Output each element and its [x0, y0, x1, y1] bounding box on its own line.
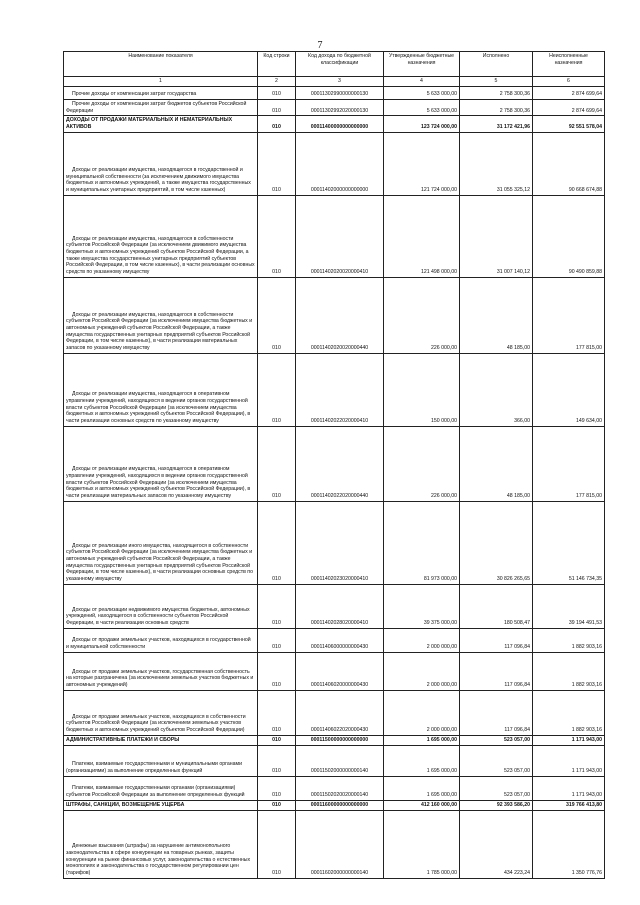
- table-row: [64, 776, 605, 800]
- revenue-table: [63, 51, 605, 879]
- table-row: [64, 690, 605, 735]
- row-code-cell: 00011400000000000000: [296, 116, 384, 132]
- column-number-row: [64, 77, 605, 87]
- column-number: 6: [533, 77, 605, 87]
- row-name-cell: Доходы от реализации недвижимого имущества бюджетных, автономных учреждений, находящегося в собственности субъектов Российской Федерации, в части реализации основных средств: [64, 584, 258, 628]
- row-executed-cell: 523 057,00: [460, 745, 533, 776]
- row-approved-cell: 2 000 000,00: [384, 652, 460, 690]
- row-name-cell: Денежные взыскания (штрафы) за нарушение антимонопольного законодательства в сфере конкуренции на товарных рынках, защиты конкуренции на рынке финансовых услуг, законодательства о естественных монополиях и законодательства о государственном регулировании цен (тарифов): [64, 810, 258, 878]
- row-unexecuted-cell: 319 766 413,80: [533, 800, 605, 810]
- row-executed-cell: 2 758 300,36: [460, 100, 533, 116]
- row-line-cell: 010: [258, 584, 296, 628]
- row-approved-cell: 5 633 000,00: [384, 87, 460, 100]
- row-code-cell: 00011402020020000440: [296, 277, 384, 353]
- row-line-cell: 010: [258, 628, 296, 652]
- row-executed-cell: 523 057,00: [460, 776, 533, 800]
- row-approved-cell: 121 724 000,00: [384, 132, 460, 195]
- column-number: 2: [258, 77, 296, 87]
- row-executed-cell: 30 826 265,65: [460, 501, 533, 584]
- row-line-cell: 010: [258, 800, 296, 810]
- table-body: [64, 87, 605, 879]
- row-code-cell: 00011502000000000140: [296, 745, 384, 776]
- row-approved-cell: 39 375 000,00: [384, 584, 460, 628]
- row-approved-cell: 1 695 000,00: [384, 776, 460, 800]
- row-name-cell: АДМИНИСТРАТИВНЫЕ ПЛАТЕЖИ И СБОРЫ: [64, 735, 258, 745]
- row-name-cell: ДОХОДЫ ОТ ПРОДАЖИ МАТЕРИАЛЬНЫХ И НЕМАТЕРИАЛЬНЫХ АКТИВОВ: [64, 116, 258, 132]
- table-row: [64, 277, 605, 353]
- row-unexecuted-cell: 1 882 903,16: [533, 652, 605, 690]
- page-number: 7: [317, 40, 323, 51]
- row-name-cell: Доходы от продажи земельных участков, находящихся в собственности субъектов Российской Федерации (за исключением земельных участков бюджетных и автономных учреждений субъектов Российской Федерации): [64, 690, 258, 735]
- row-executed-cell: 180 508,47: [460, 584, 533, 628]
- row-line-cell: 010: [258, 195, 296, 277]
- row-unexecuted-cell: 90 490 859,88: [533, 195, 605, 277]
- row-approved-cell: 1 695 000,00: [384, 745, 460, 776]
- row-line-cell: 010: [258, 501, 296, 584]
- row-code-cell: 00011302990000000130: [296, 87, 384, 100]
- row-executed-cell: 31 055 325,12: [460, 132, 533, 195]
- row-executed-cell: 434 223,24: [460, 810, 533, 878]
- row-unexecuted-cell: 149 634,00: [533, 353, 605, 426]
- row-unexecuted-cell: 2 874 699,64: [533, 100, 605, 116]
- row-approved-cell: 226 000,00: [384, 426, 460, 501]
- row-line-cell: 010: [258, 277, 296, 353]
- row-approved-cell: 1 785 000,00: [384, 810, 460, 878]
- column-number: 4: [384, 77, 460, 87]
- header-executed: Исполнено: [460, 52, 533, 77]
- row-name-cell: Платежи, взимаемые государственными органами (организациями) субъектов Российской Федерации за выполнение определенных функций: [64, 776, 258, 800]
- row-unexecuted-cell: 39 194 491,53: [533, 584, 605, 628]
- column-number: 1: [64, 77, 258, 87]
- header-unexecuted: Неисполненные назначения: [533, 52, 605, 77]
- row-unexecuted-cell: 1 171 943,00: [533, 776, 605, 800]
- row-line-cell: 010: [258, 776, 296, 800]
- row-name-cell: Доходы от реализации имущества, находящегося в оперативном управлении учреждений, находящихся в ведении органов государственной власти субъектов Российской Федерации (за исключением имущества бюджетных и автономных учреждений субъектов Российской Федерации), в части реализации основных средств по указанному имуществу: [64, 353, 258, 426]
- column-number: 3: [296, 77, 384, 87]
- row-approved-cell: 412 160 000,00: [384, 800, 460, 810]
- table-row: [64, 116, 605, 132]
- row-unexecuted-cell: 177 815,00: [533, 277, 605, 353]
- row-executed-cell: 117 096,84: [460, 690, 533, 735]
- row-code-cell: 00011406020000000430: [296, 652, 384, 690]
- row-approved-cell: 1 695 000,00: [384, 735, 460, 745]
- row-executed-cell: 48 185,00: [460, 426, 533, 501]
- row-name-cell: Прочие доходы от компенсации затрат бюджетов субъектов Российской Федерации: [64, 100, 258, 116]
- header-line-code: Код строки: [258, 52, 296, 77]
- row-code-cell: 00011402028020000410: [296, 584, 384, 628]
- table-row: [64, 195, 605, 277]
- table-row: [64, 426, 605, 501]
- column-number: 5: [460, 77, 533, 87]
- table-row: [64, 810, 605, 878]
- row-code-cell: 00011406022020000430: [296, 690, 384, 735]
- row-code-cell: 00011402023020000410: [296, 501, 384, 584]
- row-executed-cell: 48 185,00: [460, 277, 533, 353]
- row-unexecuted-cell: 92 551 578,04: [533, 116, 605, 132]
- row-code-cell: 00011406000000000430: [296, 628, 384, 652]
- table-row: [64, 652, 605, 690]
- row-name-cell: Доходы от реализации имущества, находящегося в оперативном управлении учреждений, находящихся в ведении органов государственной власти субъектов Российской Федерации (за исключением имущества бюджетных и автономных учреждений субъектов Российской Федерации), в части реализации материальных запасов по указанному имуществу: [64, 426, 258, 501]
- row-line-cell: 010: [258, 132, 296, 195]
- table-row: [64, 501, 605, 584]
- row-unexecuted-cell: 1 882 903,16: [533, 690, 605, 735]
- row-executed-cell: 92 393 586,20: [460, 800, 533, 810]
- row-line-cell: 010: [258, 426, 296, 501]
- row-name-cell: Прочие доходы от компенсации затрат государства: [64, 87, 258, 100]
- row-code-cell: 00011302992020000130: [296, 100, 384, 116]
- row-name-cell: Доходы от реализации иного имущества, находящегося в собственности субъектов Российской Федерации (за исключением имущества бюджетных и автономных учреждений субъектов Российской Федерации, а также имущества государственных унитарных предприятий субъектов Российской Федерации, в том числе казенных), в части реализации основных средств по указанному имуществу: [64, 501, 258, 584]
- row-name-cell: Доходы от реализации имущества, находящегося в собственности субъектов Российской Федерации (за исключением имущества бюджетных и автономных учреждений субъектов Российской Федерации, а также имущества государственных унитарных предприятий субъектов Российской Федерации, в том числе казенных), в части реализации материальных запасов по указанному имуществу: [64, 277, 258, 353]
- table-row: [64, 132, 605, 195]
- row-executed-cell: 366,00: [460, 353, 533, 426]
- row-unexecuted-cell: 1 882 903,16: [533, 628, 605, 652]
- row-name-cell: Доходы от реализации имущества, находящегося в собственности субъектов Российской Федерации (за исключением движимого имущества бюджетных и автономных учреждений субъектов Российской Федерации, а также имущества государственных унитарных предприятий субъектов Российской Федерации, в том числе казенных), в части реализации основных средств по указанному имуществу: [64, 195, 258, 277]
- header-approved: Утвержденные бюджетные назначения: [384, 52, 460, 77]
- row-line-cell: 010: [258, 652, 296, 690]
- row-name-cell: Платежи, взимаемые государственными и муниципальными органами (организациями) за выполнение определенных функций: [64, 745, 258, 776]
- table-row: [64, 800, 605, 810]
- row-unexecuted-cell: 1 171 943,00: [533, 735, 605, 745]
- row-name-cell: Доходы от реализации имущества, находящегося в государственной и муниципальной собственности (за исключением движимого имущества бюджетных и автономных учреждений, а также имущества государственных и муниципальных унитарных предприятий, в том числе казенных): [64, 132, 258, 195]
- row-line-cell: 010: [258, 735, 296, 745]
- row-approved-cell: 123 724 000,00: [384, 116, 460, 132]
- header-indicator-name: Наименование показателя: [64, 52, 258, 77]
- row-line-cell: 010: [258, 745, 296, 776]
- row-code-cell: 00011600000000000000: [296, 800, 384, 810]
- header-row: [64, 52, 605, 77]
- table-row: [64, 628, 605, 652]
- row-code-cell: 00011402022020000440: [296, 426, 384, 501]
- table-row: [64, 735, 605, 745]
- table-row: [64, 584, 605, 628]
- row-name-cell: ШТРАФЫ, САНКЦИИ, ВОЗМЕЩЕНИЕ УЩЕРБА: [64, 800, 258, 810]
- row-executed-cell: 523 057,00: [460, 735, 533, 745]
- row-executed-cell: 117 096,84: [460, 628, 533, 652]
- table-row: [64, 745, 605, 776]
- row-line-cell: 010: [258, 116, 296, 132]
- row-line-cell: 010: [258, 690, 296, 735]
- table-row: [64, 87, 605, 100]
- row-code-cell: 00011502020020000140: [296, 776, 384, 800]
- row-executed-cell: 31 172 421,96: [460, 116, 533, 132]
- row-line-cell: 010: [258, 810, 296, 878]
- row-name-cell: Доходы от продажи земельных участков, находящихся в государственной и муниципальной собственности: [64, 628, 258, 652]
- row-name-cell: Доходы от продажи земельных участков, государственная собственность на которые разграничена (за исключением земельных участков бюджетных и автономных учреждений): [64, 652, 258, 690]
- row-approved-cell: 2 000 000,00: [384, 690, 460, 735]
- row-code-cell: 00011402000000000000: [296, 132, 384, 195]
- row-approved-cell: 226 000,00: [384, 277, 460, 353]
- row-approved-cell: 81 973 000,00: [384, 501, 460, 584]
- row-code-cell: 00011602000000000140: [296, 810, 384, 878]
- table-row: [64, 353, 605, 426]
- row-approved-cell: 2 000 000,00: [384, 628, 460, 652]
- row-approved-cell: 121 498 000,00: [384, 195, 460, 277]
- row-executed-cell: 2 758 300,36: [460, 87, 533, 100]
- row-unexecuted-cell: 51 146 734,35: [533, 501, 605, 584]
- header-budget-code: Код дохода по бюджетной классификации: [296, 52, 384, 77]
- row-unexecuted-cell: 2 874 699,64: [533, 87, 605, 100]
- row-unexecuted-cell: 90 668 674,88: [533, 132, 605, 195]
- row-unexecuted-cell: 177 815,00: [533, 426, 605, 501]
- row-executed-cell: 31 007 140,12: [460, 195, 533, 277]
- row-approved-cell: 150 000,00: [384, 353, 460, 426]
- row-code-cell: 00011402020020000410: [296, 195, 384, 277]
- row-executed-cell: 117 096,84: [460, 652, 533, 690]
- row-code-cell: 00011500000000000000: [296, 735, 384, 745]
- row-unexecuted-cell: 1 171 943,00: [533, 745, 605, 776]
- row-line-cell: 010: [258, 100, 296, 116]
- row-code-cell: 00011402022020000410: [296, 353, 384, 426]
- row-unexecuted-cell: 1 350 776,76: [533, 810, 605, 878]
- table-row: [64, 100, 605, 116]
- row-line-cell: 010: [258, 87, 296, 100]
- row-approved-cell: 5 633 000,00: [384, 100, 460, 116]
- row-line-cell: 010: [258, 353, 296, 426]
